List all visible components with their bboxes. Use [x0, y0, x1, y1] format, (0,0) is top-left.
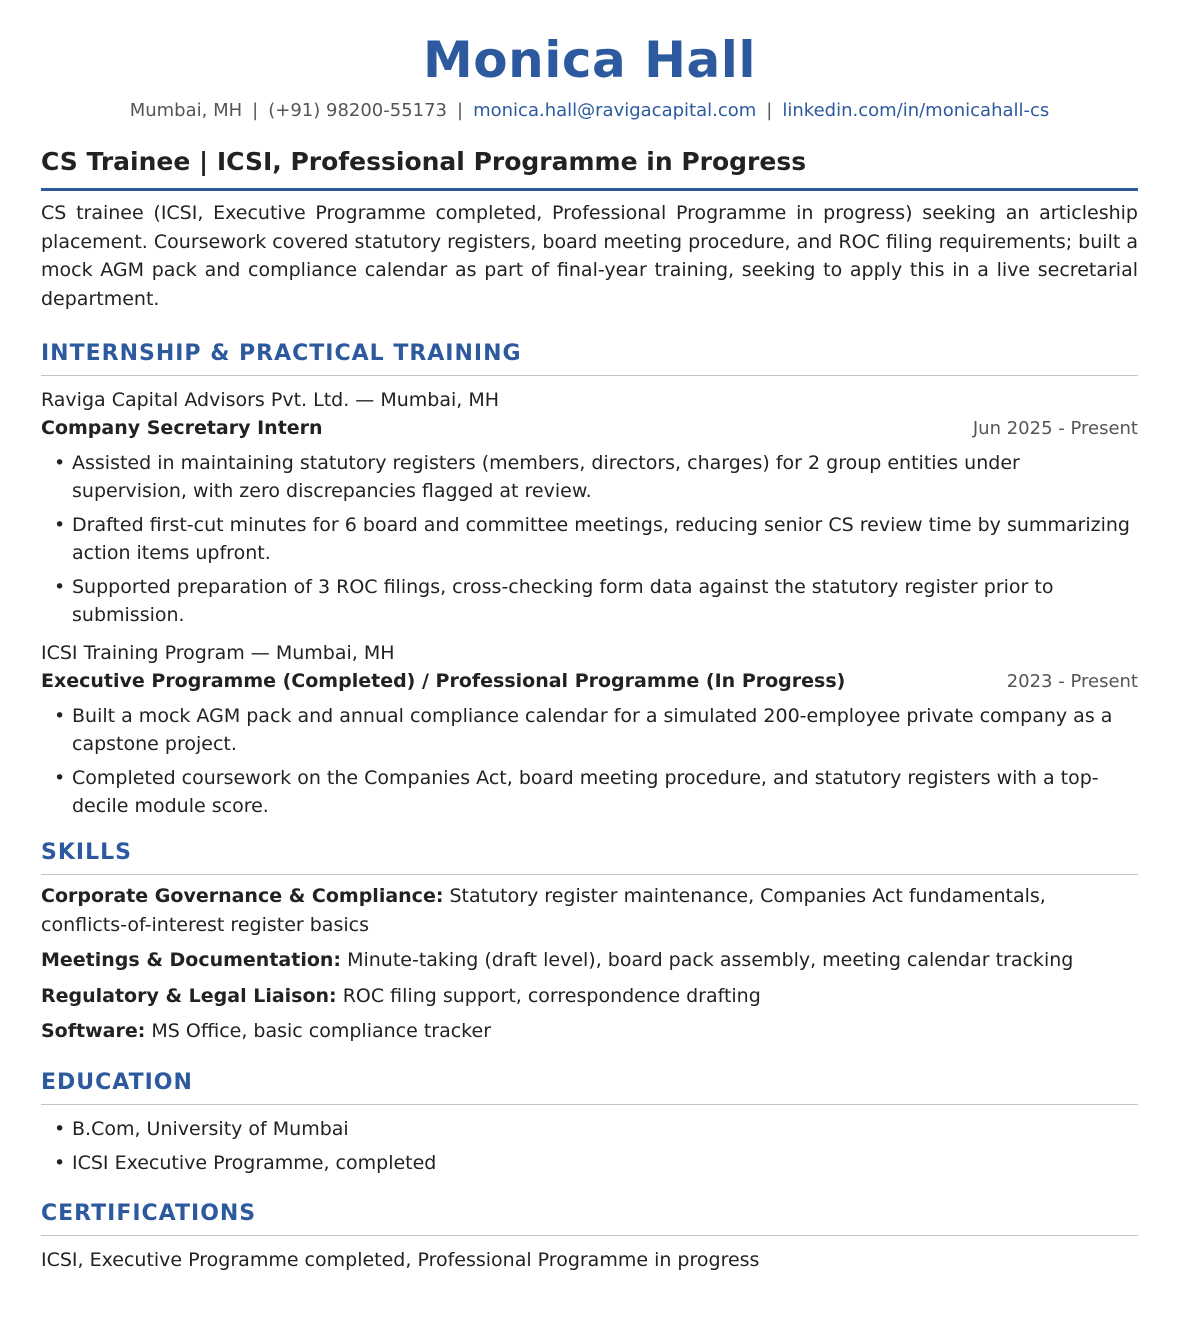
skill-line: [41, 946, 1138, 975]
list-item: [41, 764, 1138, 820]
bullet-text: Assisted in maintaining statutory registers (members, directors, charges) for 2 group entities under supervision, with zero discrepancies flagged at review.: [72, 452, 1020, 502]
bullet-icon: •: [54, 1151, 66, 1174]
contact-linkedin-link[interactable]: linkedin.com/in/monicahall-cs: [782, 100, 1050, 121]
list-item: [41, 573, 1138, 629]
list-item: [41, 449, 1138, 505]
experience-dates: Jun 2025 - Present: [972, 418, 1138, 439]
bullet-icon: •: [54, 1117, 66, 1140]
experience-bullets: [41, 702, 1138, 820]
skill-value: Statutory register maintenance, Companies Act fundamentals, conflicts-of-interest register basics: [41, 885, 1046, 936]
certification-text: ICSI, Executive Programme completed, Professional Programme in progress: [41, 1248, 760, 1271]
section-title-education: EDUCATION: [41, 1068, 1138, 1105]
contact-location: Mumbai, MH: [129, 100, 243, 121]
skill-line: [41, 882, 1138, 939]
education-list: [41, 1115, 1138, 1177]
candidate-name: Monica Hall: [423, 31, 756, 89]
contact-line: [41, 98, 1138, 124]
skill-value: Minute-taking (draft level), board pack assembly, meeting calendar tracking: [347, 949, 1074, 971]
experience-role-row: [41, 667, 1138, 696]
experience-bullets: [41, 449, 1138, 629]
skill-line: [41, 982, 1138, 1011]
skill-value: MS Office, basic compliance tracker: [151, 1020, 492, 1042]
skill-label: Software:: [41, 1020, 146, 1042]
education-item: B.Com, University of Mumbai: [72, 1117, 349, 1140]
contact-phone: (+91) 98200-55173: [268, 100, 448, 121]
list-item: [41, 1149, 1138, 1177]
contact-separator: |: [252, 100, 259, 121]
experience-entry: [41, 639, 1138, 820]
skill-value: ROC filing support, correspondence drafting: [342, 984, 761, 1007]
bullet-text: Supported preparation of 3 ROC filings, cross-checking form data against the statutory register prior to submission.: [72, 576, 1054, 626]
bullet-text: Completed coursework on the Companies Act, board meeting procedure, and statutory registers with a top-decile module score.: [72, 767, 1099, 817]
bullet-icon: •: [54, 514, 66, 536]
summary-paragraph: CS trainee (ICSI, Executive Programme completed, Professional Programme in progress) seeking an articleship placement. Coursework covered statutory registers, board meeting procedure, and ROC filing requirements; built a mock AGM pack and compliance calendar as part of final-year training, seeking to apply this in a live secretarial department.: [41, 202, 1138, 310]
section-title-experience: INTERNSHIP & PRACTICAL TRAINING: [41, 339, 1138, 376]
skill-line: [41, 1017, 1138, 1046]
skill-label: Corporate Governance & Compliance:: [41, 885, 444, 907]
bullet-icon: •: [54, 705, 66, 727]
experience-dates: 2023 - Present: [1006, 671, 1138, 692]
list-item: [41, 702, 1138, 758]
list-item: [41, 511, 1138, 567]
section-title-certifications: CERTIFICATIONS: [41, 1199, 1138, 1236]
contact-email-link[interactable]: monica.hall@ravigacapital.com: [473, 100, 757, 121]
bullet-icon: •: [54, 767, 66, 789]
bullet-icon: •: [54, 576, 66, 598]
bullet-text: Built a mock AGM pack and annual compliance calendar for a simulated 200-employee private company as a capstone project.: [72, 705, 1113, 755]
bullet-text: Drafted first-cut minutes for 6 board and committee meetings, reducing senior CS review time by summarizing action items upfront.: [72, 514, 1130, 564]
experience-role: Company Secretary Intern: [41, 417, 323, 439]
experience-org: Raviga Capital Advisors Pvt. Ltd. — Mumbai, MH: [41, 389, 500, 411]
skill-label: Regulatory & Legal Liaison:: [41, 984, 337, 1007]
section-title-skills: SKILLS: [41, 838, 1138, 875]
experience-entry: [41, 386, 1138, 629]
bullet-icon: •: [54, 452, 66, 474]
contact-separator: |: [457, 100, 464, 121]
list-item: [41, 1115, 1138, 1143]
experience-role-row: [41, 414, 1138, 443]
education-item: ICSI Executive Programme, completed: [72, 1151, 437, 1174]
headline: CS Trainee | ICSI, Professional Programme in Progress: [41, 144, 1138, 191]
contact-separator: |: [766, 100, 773, 121]
experience-org: ICSI Training Program — Mumbai, MH: [41, 642, 395, 664]
skill-label: Meetings & Documentation:: [41, 949, 342, 971]
experience-role: Executive Programme (Completed) / Professional Programme (In Progress): [41, 670, 846, 692]
